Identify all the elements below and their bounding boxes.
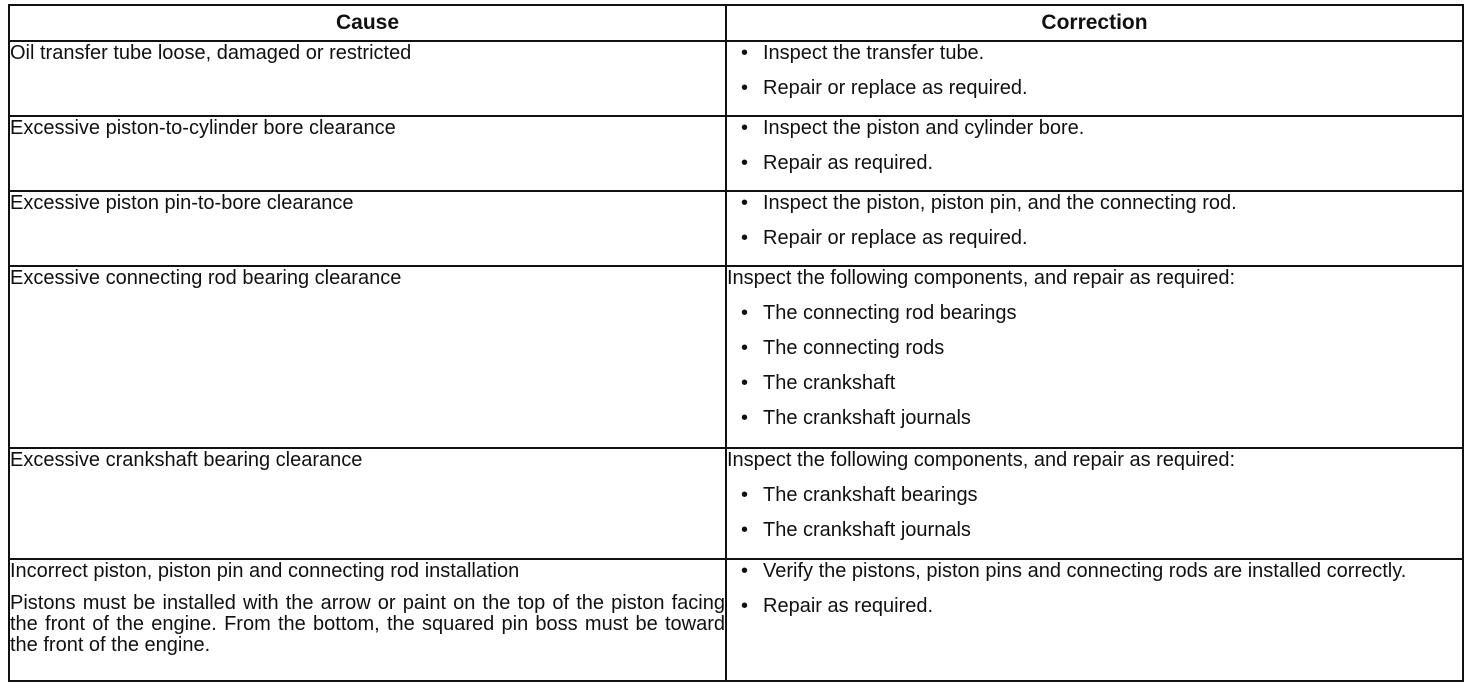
correction-cell bbox=[726, 448, 1463, 559]
correction-item bbox=[727, 407, 1462, 430]
cause-cell bbox=[9, 266, 726, 448]
bullet-icon: • bbox=[741, 484, 749, 506]
correction-cell bbox=[726, 191, 1463, 266]
cause-cell bbox=[9, 448, 726, 559]
correction-cell bbox=[726, 41, 1463, 116]
correction-list bbox=[727, 117, 1462, 175]
correction-cell bbox=[726, 559, 1463, 681]
correction-item bbox=[727, 337, 1462, 360]
table-row bbox=[9, 191, 1463, 266]
cause-cell bbox=[9, 116, 726, 191]
bullet-icon: • bbox=[741, 519, 749, 541]
correction-item-text: Repair as required. bbox=[763, 595, 934, 617]
bullet-icon: • bbox=[741, 302, 749, 324]
bullet-icon: • bbox=[741, 372, 749, 394]
correction-list bbox=[727, 484, 1462, 542]
correction-item-text: Inspect the transfer tube. bbox=[763, 42, 985, 64]
correction-item-text: The crankshaft journals bbox=[763, 519, 971, 541]
correction-item-text: The crankshaft journals bbox=[763, 407, 971, 429]
correction-item-text: Verify the pistons, piston pins and connecting rods are installed correctly. bbox=[763, 560, 1407, 582]
header-correction: Correction bbox=[726, 5, 1463, 41]
diagnostic-table bbox=[8, 4, 1464, 682]
correction-item-text: Repair or replace as required. bbox=[763, 77, 1028, 99]
bullet-icon: • bbox=[741, 42, 749, 64]
cause-text: Oil transfer tube loose, damaged or restricted bbox=[10, 42, 412, 64]
correction-item bbox=[727, 484, 1462, 507]
table-row bbox=[9, 559, 1463, 681]
correction-item bbox=[727, 227, 1462, 250]
correction-item-text: Repair as required. bbox=[763, 152, 934, 174]
correction-list bbox=[727, 302, 1462, 430]
cause-text: Excessive crankshaft bearing clearance bbox=[10, 449, 363, 471]
correction-item bbox=[727, 372, 1462, 395]
correction-item-text: The crankshaft bbox=[763, 372, 896, 394]
cause-text: Excessive piston-to-cylinder bore clearance bbox=[10, 117, 396, 139]
bullet-icon: • bbox=[741, 560, 749, 582]
table-row bbox=[9, 41, 1463, 116]
correction-item-text: Inspect the piston and cylinder bore. bbox=[763, 117, 1085, 139]
bullet-icon: • bbox=[741, 407, 749, 429]
bullet-icon: • bbox=[741, 337, 749, 359]
bullet-icon: • bbox=[741, 227, 749, 249]
correction-intro: Inspect the following components, and repair as required: bbox=[727, 267, 1236, 289]
bullet-icon: • bbox=[741, 117, 749, 139]
cause-cell bbox=[9, 559, 726, 681]
table-row bbox=[9, 448, 1463, 559]
correction-list bbox=[727, 192, 1462, 250]
correction-list bbox=[727, 42, 1462, 100]
cause-cell bbox=[9, 41, 726, 116]
bullet-icon: • bbox=[741, 595, 749, 617]
correction-item bbox=[727, 595, 1462, 618]
correction-item bbox=[727, 117, 1462, 140]
correction-item-text: The connecting rod bearings bbox=[763, 302, 1017, 324]
bullet-icon: • bbox=[741, 152, 749, 174]
correction-item bbox=[727, 42, 1462, 65]
correction-item-text: The connecting rods bbox=[763, 337, 945, 359]
cause-note: Pistons must be installed with the arrow or paint on the top of the piston facing the front of the engine. From the bottom, the squared pin boss must be toward the front of the engine. bbox=[10, 592, 725, 656]
correction-item bbox=[727, 519, 1462, 542]
correction-cell bbox=[726, 266, 1463, 448]
table-body bbox=[9, 41, 1463, 681]
bullet-icon: • bbox=[741, 192, 749, 214]
correction-cell bbox=[726, 116, 1463, 191]
cause-text: Incorrect piston, piston pin and connecting rod installation bbox=[10, 560, 520, 582]
correction-item-text: Inspect the piston, piston pin, and the connecting rod. bbox=[763, 192, 1237, 214]
document-page bbox=[8, 4, 1462, 684]
table-header-row bbox=[9, 5, 1463, 41]
header-cause: Cause bbox=[9, 5, 726, 41]
correction-item bbox=[727, 302, 1462, 325]
bullet-icon: • bbox=[741, 77, 749, 99]
table-row bbox=[9, 266, 1463, 448]
correction-intro: Inspect the following components, and repair as required: bbox=[727, 449, 1236, 471]
cause-text: Excessive connecting rod bearing clearance bbox=[10, 267, 402, 289]
correction-item-text: Repair or replace as required. bbox=[763, 227, 1028, 249]
table-row bbox=[9, 116, 1463, 191]
cause-text: Excessive piston pin-to-bore clearance bbox=[10, 192, 354, 214]
correction-item bbox=[727, 77, 1462, 100]
correction-item-text: The crankshaft bearings bbox=[763, 484, 978, 506]
correction-item bbox=[727, 152, 1462, 175]
correction-list bbox=[727, 560, 1462, 618]
correction-item bbox=[727, 560, 1462, 583]
cause-cell bbox=[9, 191, 726, 266]
correction-item bbox=[727, 192, 1462, 215]
